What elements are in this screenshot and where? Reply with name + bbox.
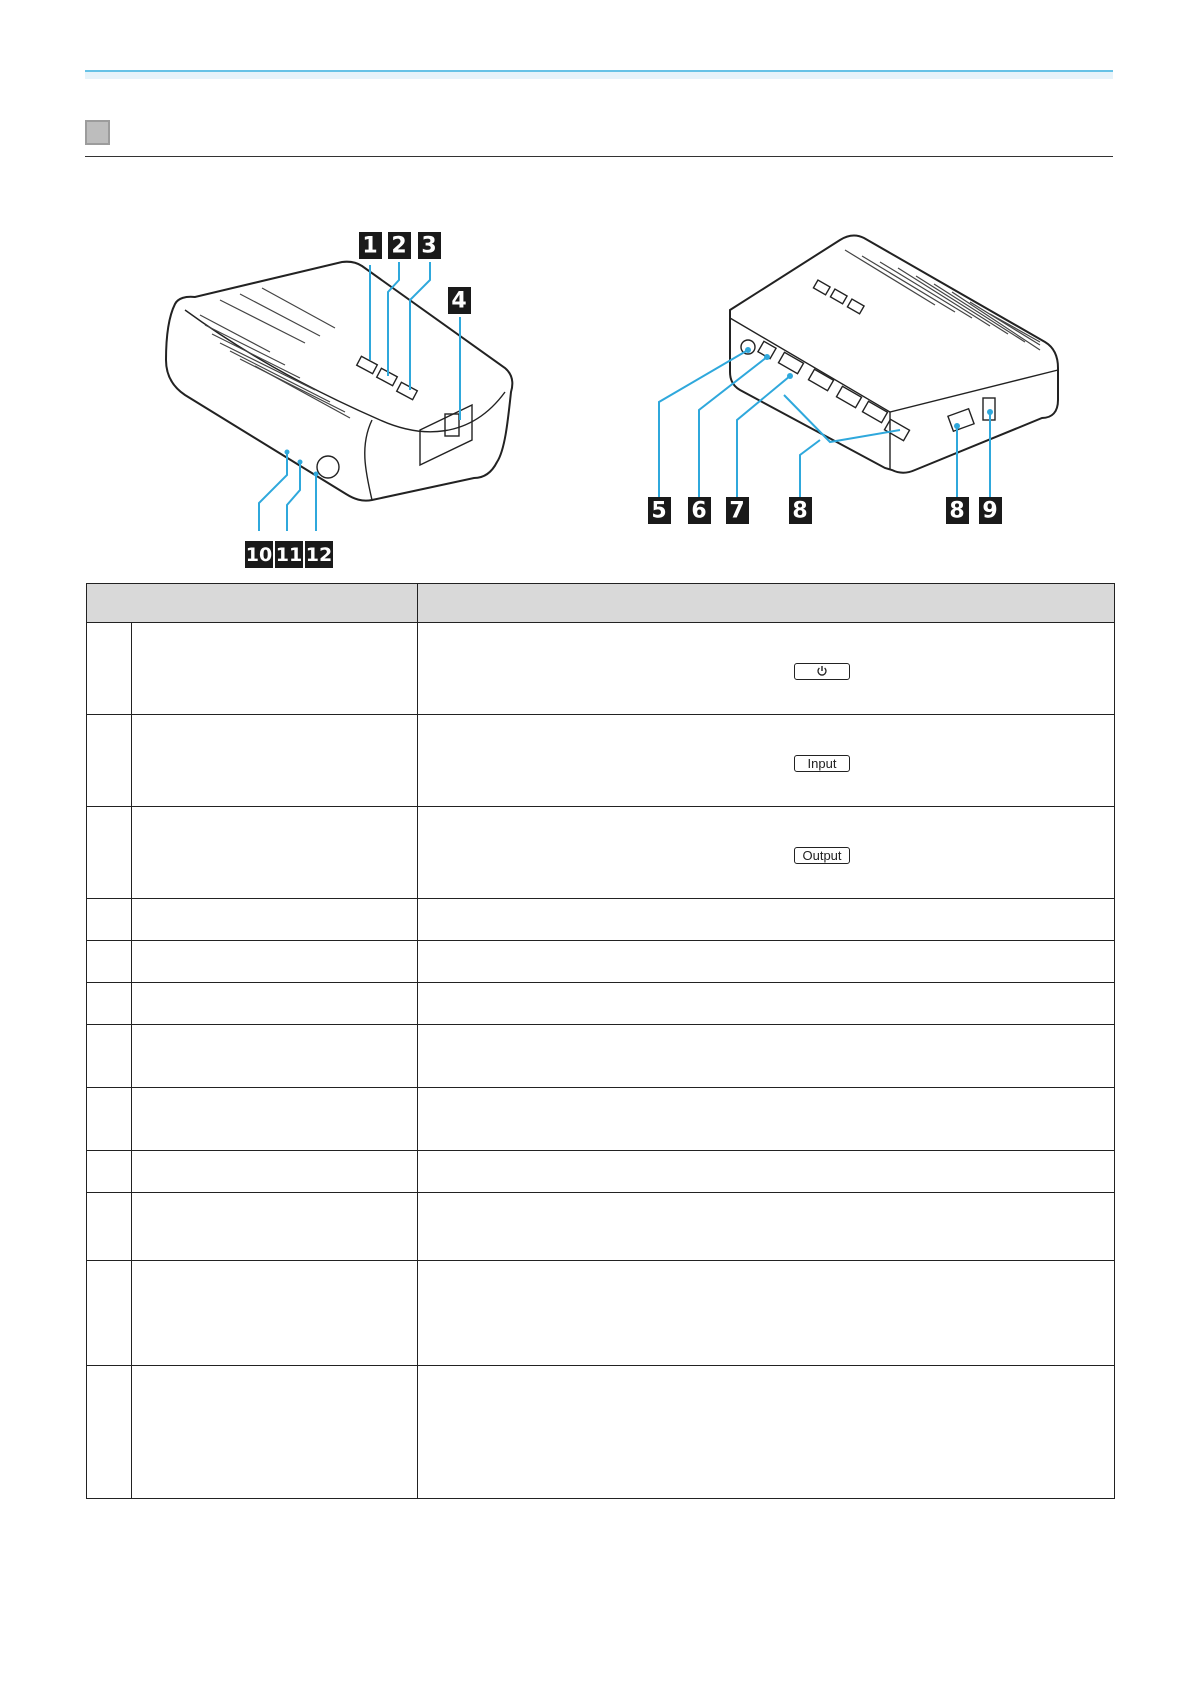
callout-7 — [726, 497, 749, 524]
row-name-cell — [132, 983, 418, 1025]
svg-text:10: 10 — [245, 544, 273, 566]
row-number-cell — [87, 983, 132, 1025]
callout-5 — [648, 497, 671, 524]
output-key: Output — [794, 847, 850, 864]
svg-text:6: 6 — [691, 498, 707, 524]
callout-6 — [688, 497, 711, 524]
svg-text:4: 4 — [451, 288, 467, 314]
row-name-cell — [132, 1151, 418, 1193]
row-number-cell — [87, 1261, 132, 1366]
row-number-cell — [87, 715, 132, 807]
table-row — [87, 807, 1115, 899]
callout-8b — [946, 497, 969, 524]
svg-text:3: 3 — [421, 233, 437, 259]
row-name-cell — [132, 807, 418, 899]
table-row — [87, 1193, 1115, 1261]
svg-text:7: 7 — [729, 498, 745, 524]
parts-table — [86, 583, 1115, 1499]
table-row — [87, 941, 1115, 983]
row-number-cell — [87, 807, 132, 899]
svg-text:8: 8 — [949, 498, 965, 524]
table-row — [87, 1025, 1115, 1088]
table-row — [87, 899, 1115, 941]
row-number-cell — [87, 623, 132, 715]
row-name-cell — [132, 1261, 418, 1366]
table-row — [87, 983, 1115, 1025]
row-name-cell — [132, 1193, 418, 1261]
input-key: Input — [794, 755, 850, 772]
svg-text:1: 1 — [362, 233, 378, 259]
row-desc-cell — [418, 1366, 1115, 1499]
svg-text:9: 9 — [982, 498, 998, 524]
row-name-cell — [132, 623, 418, 715]
table-header-name — [87, 584, 418, 623]
device-rear-illustration — [730, 236, 1058, 473]
row-desc-cell — [418, 807, 1115, 899]
svg-text:11: 11 — [275, 544, 303, 566]
row-desc-cell — [418, 1151, 1115, 1193]
svg-text:2: 2 — [391, 233, 407, 259]
row-name-cell — [132, 715, 418, 807]
row-number-cell — [87, 941, 132, 983]
power-icon — [816, 665, 828, 677]
power-key — [794, 663, 850, 680]
callout-12 — [305, 541, 333, 568]
row-desc-cell — [418, 1088, 1115, 1151]
row-desc-cell — [418, 623, 1115, 715]
table-row — [87, 623, 1115, 715]
svg-text:12: 12 — [305, 544, 333, 566]
callout-2 — [388, 232, 411, 259]
callout-3 — [418, 232, 441, 259]
callout-10 — [245, 541, 273, 568]
row-number-cell — [87, 1151, 132, 1193]
row-desc-cell — [418, 1025, 1115, 1088]
row-number-cell — [87, 899, 132, 941]
row-desc-cell — [418, 1193, 1115, 1261]
row-desc-cell — [418, 941, 1115, 983]
row-number-cell — [87, 1193, 132, 1261]
table-row — [87, 1366, 1115, 1499]
table-header-row — [87, 584, 1115, 623]
row-name-cell — [132, 1025, 418, 1088]
table-row — [87, 1088, 1115, 1151]
table-header-function — [418, 584, 1115, 623]
row-name-cell — [132, 1088, 418, 1151]
row-desc-cell — [418, 983, 1115, 1025]
callout-4 — [448, 287, 471, 314]
row-number-cell — [87, 1088, 132, 1151]
row-number-cell — [87, 1366, 132, 1499]
callout-9 — [979, 497, 1002, 524]
svg-text:5: 5 — [651, 498, 667, 524]
row-name-cell — [132, 941, 418, 983]
row-number-cell — [87, 1025, 132, 1088]
row-desc-cell — [418, 899, 1115, 941]
svg-text:8: 8 — [792, 498, 808, 524]
row-desc-cell — [418, 1261, 1115, 1366]
callout-11 — [275, 541, 303, 568]
callout-8a — [789, 497, 812, 524]
table-row — [87, 715, 1115, 807]
parts-diagram — [0, 0, 1190, 580]
row-desc-cell — [418, 715, 1115, 807]
table-row — [87, 1261, 1115, 1366]
row-name-cell — [132, 899, 418, 941]
table-row — [87, 1151, 1115, 1193]
row-name-cell — [132, 1366, 418, 1499]
callout-1 — [359, 232, 382, 259]
